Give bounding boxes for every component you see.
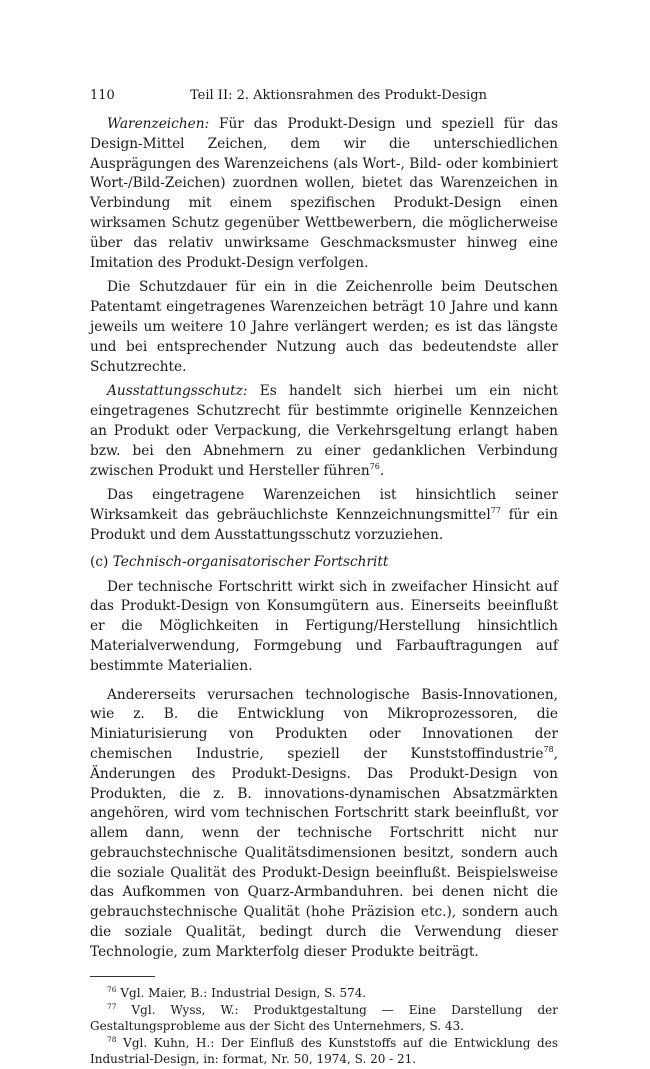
footnote-ref-76: 76 bbox=[369, 461, 380, 471]
term-ausstattungsschutz: Ausstattungsschutz: bbox=[107, 383, 248, 400]
section-marker: (c) bbox=[90, 553, 109, 570]
footnote-number: 77 bbox=[107, 1002, 117, 1012]
footnote-number: 76 bbox=[107, 984, 117, 994]
footnotes bbox=[90, 986, 558, 1068]
paragraph-text-end: für ein Produkt und dem Ausstattungsschutz vorzuziehen. bbox=[90, 507, 558, 543]
paragraph-text: Der technische Fortschritt wirkt sich in zweifacher Hinsicht auf das Produkt-Design von Konsumgütern aus. Einerseits beeinflußt er die Möglichkeiten in Fertigung/Herstellung hinsichtlich Materialverwendung, Formgebung und Farbauftragungen auf bestimmte Materialien. bbox=[90, 578, 558, 674]
paragraph-text: Es handelt sich hierbei um ein nicht eingetragenes Schutzrecht für bestimmte originelle Kennzeichen an Produkt oder Verpackung, die Verkehrsgeltung erlangt haben bzw. bei den Abnehmern zu einer gedanklichen Verbindung zwischen Produkt und Hersteller führen bbox=[90, 383, 558, 479]
footnote-77 bbox=[90, 1003, 558, 1034]
footnote-text: Vgl. Maier, B.: Industrial Design, S. 574. bbox=[116, 985, 367, 1000]
section-title: Technisch-organisatorischer Fortschritt bbox=[112, 553, 389, 570]
paragraph-schutzdauer bbox=[90, 278, 558, 377]
footnote-divider bbox=[90, 976, 155, 977]
paragraph-text: Andererseits verursachen technologische Basis-Innovationen, wie z. B. die Entwicklung von Mikroprozessoren, die Miniaturisierung von Produkten oder Innovationen der chemischen Industrie, speziell der Kunststoffindustrie bbox=[90, 686, 558, 762]
body-text bbox=[90, 115, 558, 963]
paragraph-eingetragene-warenzeichen bbox=[90, 486, 558, 545]
term-warenzeichen: Warenzeichen: bbox=[107, 116, 210, 132]
running-title: Teil II: 2. Aktionsrahmen des Produkt-Design bbox=[190, 88, 487, 103]
page-header bbox=[90, 88, 558, 108]
footnote-text: Vgl. Kuhn, H.: Der Einfluß des Kunststoffs auf die Entwicklung des Industrial-Design, in: format, Nr. 50, 1974, S. 20 - 21. bbox=[90, 1036, 558, 1066]
page-number: 110 bbox=[90, 88, 115, 103]
paragraph-text: Die Schutzdauer für ein in die Zeichenrolle beim Deutschen Patentamt eingetragenes Warenzeichen beträgt 10 Jahre und kann jeweils um weitere 10 Jahre verlängert werden; es ist das längste und bei entsprechender Nutzung auch das bedeutendste aller Schutzrechte. bbox=[90, 279, 558, 375]
footnote-78 bbox=[90, 1036, 558, 1067]
paragraph-technischer-fortschritt bbox=[90, 578, 558, 677]
paragraph-warenzeichen bbox=[90, 115, 558, 273]
section-heading bbox=[90, 553, 558, 573]
paragraph-text: Das eingetragene Warenzeichen ist hinsichtlich seiner Wirksamkeit das gebräuchlichste Kennzeichnungsmittel bbox=[90, 487, 558, 524]
paragraph-text: Für das Produkt-Design und speziell für das Design-Mittel Zeichen, dem wir die unterschiedlichen Ausprägungen des Warenzeichens (als Wort-, Bild- oder kombiniert Wort-/Bild-Zeichen) zuordnen wollen, bietet das Warenzeichen in Verbindung mit einem spezifischen Produkt-Design einen wirksamen Schutz gegenüber Wettbewerbern, die möglicherweise über das relativ unwirksame Geschmacksmuster hinweg eine Imitation des Produkt-Design verfolgen. bbox=[90, 116, 558, 271]
paragraph-ausstattungsschutz bbox=[90, 382, 558, 481]
footnote-text: Vgl. Wyss, W.: Produktgestaltung — Eine Darstellung der Gestaltungsprobleme aus der Sicht des Unternehmers, S. 43. bbox=[90, 1003, 558, 1033]
paragraph-basis-innovationen bbox=[90, 686, 558, 963]
book-page bbox=[90, 88, 558, 1069]
paragraph-text-end: , Änderungen des Produkt-Designs. Das Produkt-Design von Produkten, die z. B. innovations-dynamischen Absatzmärkten angehören, wird vom technischen Fortschritt stark beeinflußt, vor allem dann, wenn der technische Fortschritt nicht nur gebrauchstechnische Qualitätsdimensionen besitzt, sondern auch die soziale Qualität des Produkt-Design beeinflußt. Beispielsweise das Aufkommen von Quarz-Armbanduhren. bei denen nicht die gebrauchstechnische Qualität (hohe Präzision etc.), sondern auch die soziale Qualität, bedingt durch die Verwendung dieser Technologie, zum Markterfolg dieser Produkte beiträgt. bbox=[90, 745, 558, 960]
paragraph-text-end: . bbox=[379, 462, 385, 479]
footnote-number: 78 bbox=[107, 1035, 117, 1045]
footnote-ref-78: 78 bbox=[543, 744, 554, 754]
footnote-76 bbox=[90, 986, 558, 1002]
footnote-ref-77: 77 bbox=[490, 506, 501, 516]
